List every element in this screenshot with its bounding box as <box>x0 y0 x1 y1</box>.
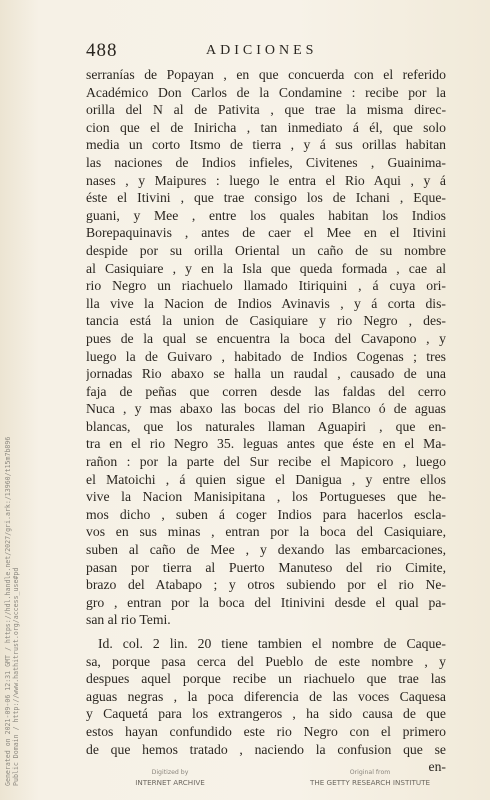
text-line: éste el Itivini , que trae consigo los de Ichani , Eque- <box>86 190 446 206</box>
text-line: pasan por tierra al Puerto Manuteso del rio Cimite, <box>86 559 446 575</box>
running-head: ADICIONES <box>206 43 318 58</box>
paragraph <box>86 66 446 629</box>
text-line: sa, porque pasa cerca del Pueblo de este nombre , y <box>86 653 446 669</box>
text-line: suben al caño de Mee , y dexando las embarcaciones, <box>86 542 446 558</box>
catchword: en- <box>428 759 446 775</box>
text-line: pues de la qual se encuentra la boca del Cavapono , y <box>86 330 446 346</box>
text-line: nases , y Maipures : luego le entra el Rio Aqui , y á <box>86 172 446 188</box>
original-from-label: Original from <box>349 769 391 776</box>
text-line: despide por su orilla Oriental un caño de su nombre <box>86 242 446 258</box>
original-from <box>280 768 460 788</box>
text-line: jornadas Rio abaxo se halla un raudal , causado de una <box>86 366 446 382</box>
digitized-by-label: Digitized by <box>151 769 189 776</box>
digitized-by <box>110 768 230 788</box>
text-line: serranías de Popayan , en que concuerda con el referido <box>86 67 446 82</box>
text-line: san al rio Temi. <box>86 612 171 628</box>
text-line: rañon : por la parte del Sur recibe el Mapicoro , luego <box>86 454 446 470</box>
text-line: brazo del Atabapo ; y otros subiendo por el rio Ne- <box>86 577 446 593</box>
generated-note: Generated on 2021-09-06 12:31 GMT / https://hdl.handle.net/2027/gri.ark:/13960/t15m7b896 <box>4 436 12 786</box>
text-line: media un corto Itsmo de tierra , y á sus orillas habitan <box>86 137 446 153</box>
text-line: Id. col. 2 lin. 20 tiene tambien el nombre de Caque- <box>98 636 446 651</box>
text-line: faja de peñas que corren desde las faldas del cerro <box>86 383 446 399</box>
text-line: orilla del N al de Pativita , que trae la misma direc- <box>86 102 446 118</box>
text-line: al Casiquiare , y en la Isla que queda formada , cae al <box>86 260 446 276</box>
text-line: Nuca , y mas abaxo las bocas del rio Blanco ó de aguas <box>86 401 446 417</box>
body-text <box>86 66 446 776</box>
text-line: vive la Nacion Manisipitana , los Portugueses que he- <box>86 489 446 505</box>
original-source-name: THE GETTY RESEARCH INSTITUTE <box>309 778 431 787</box>
page-header <box>86 40 446 62</box>
text-line: Académico Don Carlos de la Condamine : recibe por la <box>86 84 446 100</box>
page-number: 488 <box>86 40 118 61</box>
text-line: y Caquetá para los extrangeros , ha sido causa de que <box>86 706 446 722</box>
rights-note: Public Domain / http://www.hathitrust.org/access_use#pd <box>12 567 20 786</box>
text-line: de que hemos tratado , naciendo la confusion que se <box>86 741 446 757</box>
digitizer-name: INTERNET ARCHIVE <box>135 778 205 787</box>
page-footer <box>0 768 490 800</box>
text-line: lla vive la Nacion de Indios Avinavis , y á corta dis- <box>86 295 446 311</box>
text-line: rio Negro un riachuelo llamado Itiriquini , á cuya ori- <box>86 278 446 294</box>
text-line: gro , entran por la boca del Itinivini desde el qual pa- <box>86 594 446 610</box>
text-line: cion que el de Iniricha , tan inmediato á él, que solo <box>86 119 446 135</box>
text-line: Borepaquinavis , antes de caer el Mee en el Itivini <box>86 225 446 241</box>
text-line: aguas negras , la poca diferencia de las voces Caquesa <box>86 688 446 704</box>
text-line: tra en el rio Negro 35. leguas antes que éste en el Ma- <box>86 436 446 452</box>
text-line: luego la de Guivaro , habitado de Indios Cogenas ; tres <box>86 348 446 364</box>
margin-watermark <box>0 436 20 800</box>
text-line: vos en sus minas , entran por la boca del Casiquiare, <box>86 524 446 540</box>
text-line: las naciones de Indios infieles, Civitenes , Guainima- <box>86 154 446 170</box>
text-line: tancia está la union de Casiquiare y rio Negro , des- <box>86 313 446 329</box>
text-line: guani, y Mee , entre los quales habitan los Indios <box>86 207 446 223</box>
text-line: estos hayan confundido este rio Negro con el primero <box>86 723 446 739</box>
text-line: mos dicho , suben á coger Indios para hacerlos escla- <box>86 506 446 522</box>
text-line: el Matoichi , á quien sigue el Danigua , y entre ellos <box>86 471 446 487</box>
text-line: blancas, que los naturales llaman Aguapiri , que en- <box>86 418 446 434</box>
text-line: despues aquel porque recibe un riachuelo que trae las <box>86 671 446 687</box>
paragraph <box>86 635 446 776</box>
